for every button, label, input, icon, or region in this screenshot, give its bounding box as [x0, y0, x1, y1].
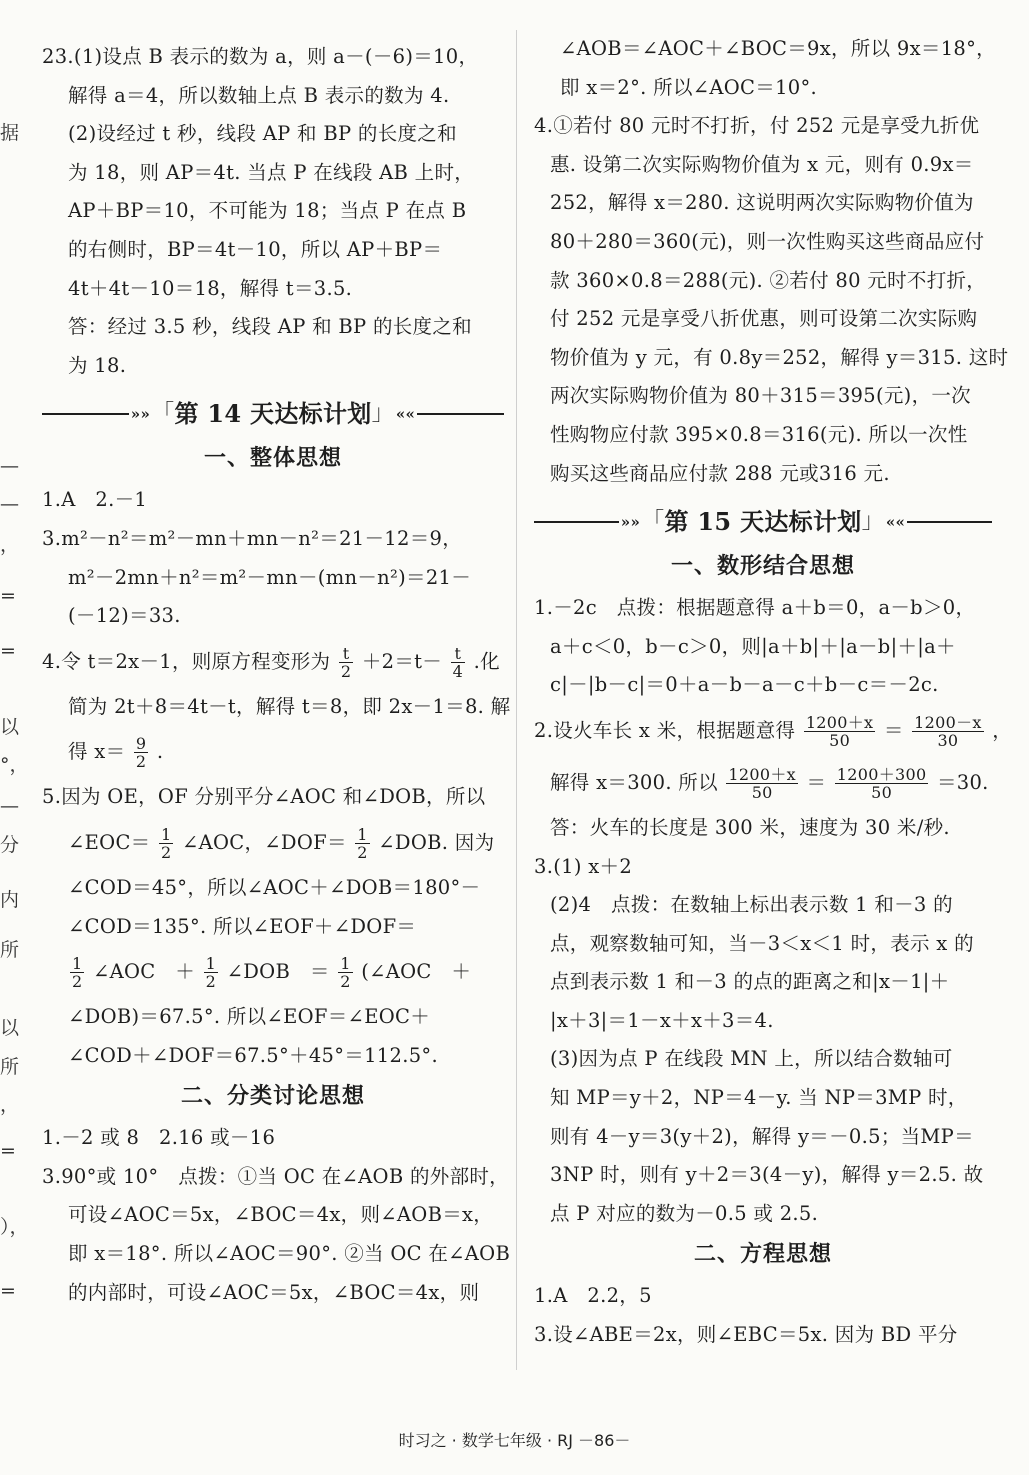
text-span: ∠AOC ＋ — [92, 960, 196, 984]
answer-2-train — [534, 705, 1013, 848]
text-line: m²－2mn＋n²＝m²－mn－(mn－n²)＝21－ — [68, 565, 472, 589]
text-line: 252，解得 x＝280. 这说明两次实际购物价值为 — [550, 191, 974, 215]
text-span: ＋2＝t－ — [361, 649, 443, 673]
denominator: 50 — [871, 782, 893, 802]
text-line: 点 P 对应的数为－0.5 或 2.5. — [550, 1201, 819, 1225]
answer-4 — [42, 636, 511, 779]
text-line: 款 360×0.8＝288(元). ②若付 80 元时不打折， — [550, 268, 987, 292]
numerator: 9 — [135, 734, 147, 754]
fraction — [159, 826, 173, 861]
edge-char: = — [0, 1140, 16, 1162]
text-span: ， — [992, 718, 1013, 742]
text-span: ＝ — [806, 770, 827, 794]
banner-rule — [417, 413, 504, 415]
edge-char: 所 — [0, 1056, 20, 1078]
answer-3-distance — [534, 848, 992, 1234]
text-line: 为 18，则 AP＝4t. 当点 P 在线段 AB 上时， — [68, 160, 475, 184]
text-line: 3.设∠ABE＝2x，则∠EBC＝5x. 因为 BD 平分 — [534, 1323, 958, 1347]
numerator: 1200＋x — [728, 764, 796, 784]
section-heading: 一、整体思想 — [203, 446, 342, 472]
text-line: (－12)＝33. — [68, 604, 181, 628]
text-line: 则有 4－y＝3(y＋2)，解得 y＝－0.5；当MP＝ — [550, 1124, 974, 1148]
edge-char: 内 — [0, 889, 20, 911]
banner-rule — [534, 521, 619, 523]
answer-5 — [42, 778, 504, 1075]
text-line — [42, 636, 504, 688]
text-line: 即 x＝2°. 所以∠AOC＝10°. — [560, 75, 818, 99]
fraction — [204, 955, 218, 990]
text-line — [42, 726, 504, 778]
text-line: (2)设经过 t 秒，线段 AP 和 BP 的长度之和 — [68, 122, 457, 146]
text-line: 80＋280＝360(元)，则一次性购买这些商品应付 — [550, 229, 985, 253]
text-line: 物价值为 y 元，有 0.8y＝252，解得 y＝315. 这时 — [550, 345, 1009, 369]
denominator: 2 — [340, 661, 352, 681]
text-span: ∠DOB ＝ — [226, 960, 330, 984]
section-heading: 二、分类讨论思想 — [180, 1084, 365, 1110]
fraction — [835, 766, 929, 801]
day-15-banner — [534, 499, 992, 545]
text-line: 知 MP＝y＋2，NP＝4－y. 当 NP＝3MP 时， — [550, 1086, 968, 1110]
text-span: ∠AOC，∠DOF＝ — [181, 830, 347, 854]
text-line: 两次实际购物价值为 80＋315＝395(元)，一次 — [550, 384, 971, 408]
text-line: 23.(1)设点 B 表示的数为 a，则 a－(－6)＝10， — [42, 45, 479, 68]
fraction — [339, 645, 353, 680]
answer-4-shopping — [534, 107, 1009, 493]
text-line: AP＋BP＝10，不可能为 18；当点 P 在点 B — [68, 199, 467, 223]
edge-char: 以 — [0, 1017, 20, 1039]
numerator: t — [451, 645, 465, 663]
text-span: . — [156, 740, 164, 764]
text-line: |x＋3|＝1－x＋x＋3＝4. — [550, 1008, 774, 1032]
answer-23 — [42, 38, 504, 385]
text-span: 解得 x＝300. 所以 — [550, 770, 718, 794]
edge-char: = — [0, 1280, 16, 1302]
fraction — [134, 735, 148, 770]
fraction — [338, 955, 352, 990]
numerator: 1200－x — [914, 712, 982, 732]
bracket-left-icon: 「 — [152, 401, 175, 427]
denominator: 2 — [357, 842, 368, 862]
denominator: 2 — [205, 972, 217, 992]
edge-char: ）， — [0, 1216, 29, 1238]
denominator: 50 — [751, 782, 773, 802]
text-line: ∠COD＝135°. 所以∠EOF＋∠DOF＝ — [68, 914, 417, 938]
text-line: 可设∠AOC＝5x，∠BOC＝4x，则∠AOB＝x， — [68, 1203, 494, 1227]
text-line — [534, 705, 1013, 757]
numerator: 1 — [340, 954, 351, 974]
text-span: ＝30. — [936, 770, 989, 794]
text-line: 付 252 元是享受八折优惠，则可设第二次实际购 — [550, 307, 978, 331]
fraction — [355, 826, 369, 861]
text-line: 点，观察数轴可知，当－3＜x＜1 时，表示 x 的 — [550, 931, 974, 955]
edge-char: ， — [0, 534, 20, 556]
text-line: 5.因为 OE，OF 分别平分∠AOC 和∠DOB，所以 — [42, 785, 486, 809]
text-span: ∠DOB. 因为 — [378, 830, 495, 854]
text-span: 4.令 t＝2x－1，则原方程变形为 — [42, 649, 331, 673]
text-line: 4.①若付 80 元时不打折，付 252 元是享受九折优 — [534, 114, 980, 138]
text-line: 3NP 时，则有 y＋2＝3(4－y)，解得 y＝2.5. 故 — [550, 1163, 984, 1187]
denominator: 30 — [937, 730, 959, 750]
text-line: 3.90°或 10° 点拨：①当 OC 在∠AOB 的外部时， — [42, 1164, 509, 1188]
arrow-left-icon: «« — [885, 512, 906, 531]
numerator: t — [339, 645, 353, 663]
text-span: 得 x＝ — [68, 740, 126, 764]
text-line: ∠COD＋∠DOF＝67.5°＋45°＝112.5°. — [68, 1043, 438, 1067]
denominator: 2 — [340, 972, 351, 992]
column-divider — [516, 30, 517, 1370]
page-edge-fragments — [0, 0, 29, 1475]
text-line: 答：经过 3.5 秒，线段 AP 和 BP 的长度之和 — [68, 315, 472, 339]
text-line: 的内部时，可设∠AOC＝5x，∠BOC＝4x，则 — [68, 1280, 480, 1304]
section-heading: 一、数形结合思想 — [670, 554, 855, 580]
numerator: 1 — [72, 954, 83, 974]
text-span: (∠AOC ＋ — [361, 960, 472, 984]
answer-3 — [42, 520, 504, 636]
denominator: 4 — [452, 661, 464, 681]
text-line: ∠COD＝45°，所以∠AOC＋∠DOB＝180°－ — [68, 875, 481, 899]
bracket-left-icon: 「 — [642, 508, 665, 534]
text-line: c|－|b－c|＝0＋a－b－a－c＋b－c＝－2c. — [550, 673, 939, 697]
banner-rule — [42, 413, 129, 415]
edge-char: 所 — [0, 939, 20, 961]
text-line: 解得 a＝4，所以数轴上点 B 表示的数为 4. — [68, 83, 450, 107]
edge-char: = — [0, 640, 16, 662]
text-line: 即 x＝18°. 所以∠AOC＝90°. ②当 OC 在∠AOB — [68, 1242, 511, 1266]
edge-char: ， — [0, 1094, 20, 1116]
text-line: 3.m²－n²＝m²－mn＋mn－n²＝21－12＝9， — [42, 526, 463, 550]
text-line: 性购物应付款 395×0.8＝316(元). 所以一次性 — [550, 422, 968, 446]
text-line: 1.－2 或 8 2.16 或－16 — [42, 1126, 276, 1150]
day-14-banner — [42, 391, 504, 437]
text-line: 3.(1) x＋2 — [534, 854, 633, 878]
section-heading: 二、方程思想 — [693, 1242, 832, 1268]
text-line: a＋c＜0，b－c＞0，则|a＋b|＋|a－b|＋|a＋ — [550, 634, 956, 658]
text-line: 4t＋4t－10＝18，解得 t＝3.5. — [68, 276, 353, 300]
fraction — [451, 645, 465, 680]
text-line: 为 18. — [68, 353, 127, 377]
numerator: 1 — [357, 824, 368, 844]
denominator: 2 — [135, 752, 147, 772]
edge-char: = — [0, 585, 16, 607]
fraction — [70, 955, 84, 990]
arrow-right-icon: »» — [620, 512, 641, 531]
fraction — [912, 714, 984, 749]
answer-3-classification — [42, 1158, 511, 1312]
arrow-left-icon: «« — [395, 405, 416, 424]
right-column — [534, 30, 1013, 1355]
fraction — [726, 766, 798, 801]
text-line: ∠DOB)＝67.5°. 所以∠EOF＝∠EOC＋ — [68, 1005, 431, 1029]
text-span: .化 — [473, 649, 500, 673]
text-span: ∠EOC＝ — [68, 830, 151, 854]
left-column — [42, 38, 511, 1312]
edge-char: °， — [0, 754, 29, 776]
text-line — [42, 817, 504, 869]
numerator: 1 — [160, 824, 172, 844]
numerator: 1200＋x — [805, 712, 874, 732]
text-line: (2)4 点拨：在数轴上标出表示数 1 和－3 的 — [550, 893, 953, 917]
edge-char: — — [0, 795, 19, 817]
fraction — [804, 714, 876, 749]
text-span: 2.设火车长 x 米，根据题意得 — [534, 718, 796, 742]
denominator: 2 — [160, 842, 172, 862]
edge-char: — — [0, 455, 19, 477]
text-line: 1.－2c 点拨：根据题意得 a＋b＝0，a－b＞0， — [534, 596, 976, 620]
edge-char: 以 — [0, 716, 20, 738]
page-footer: 时习之 · 数学七年级 · RJ －86－ — [398, 1431, 631, 1450]
text-line: 1.A 2.2，5 — [534, 1284, 652, 1308]
banner-title: 第 15 天达标计划 — [664, 506, 862, 536]
edge-char: 据 — [0, 122, 20, 144]
bracket-right-icon: 」 — [371, 401, 394, 427]
text-line — [534, 757, 992, 809]
bracket-right-icon: 」 — [861, 508, 884, 534]
text-line: 的右侧时，BP＝4t－10，所以 AP＋BP＝ — [68, 237, 443, 261]
numerator: 1 — [205, 954, 217, 974]
edge-char: 分 — [0, 834, 20, 856]
text-line: 简为 2t＋8＝4t－t，解得 t＝8，即 2x－1＝8. 解 — [68, 694, 511, 718]
banner-rule — [907, 521, 992, 523]
denominator: 2 — [72, 972, 83, 992]
text-line: 惠. 设第二次实际购物价值为 x 元，则有 0.9x＝ — [550, 152, 974, 176]
text-span: ＝ — [883, 718, 904, 742]
numerator: 1200＋300 — [836, 764, 927, 784]
text-line: 1.A 2.－1 — [42, 488, 148, 512]
text-line: (3)因为点 P 在线段 MN 上，所以结合数轴可 — [550, 1047, 953, 1071]
text-line — [42, 946, 504, 998]
text-line: 购买这些商品应付款 288 元或316 元. — [550, 461, 890, 485]
edge-char: — — [0, 493, 19, 515]
arrow-right-icon: »» — [130, 405, 151, 424]
text-line: 答：火车的长度是 300 米，速度为 30 米/秒. — [550, 815, 950, 839]
banner-title: 第 14 天达标计划 — [174, 399, 372, 429]
answer-1-numberline — [534, 589, 992, 705]
denominator: 50 — [829, 730, 851, 750]
text-line: 点到表示数 1 和－3 的点的距离之和|x－1|＋ — [550, 970, 950, 994]
text-line: ∠AOB＝∠AOC＋∠BOC＝9x，所以 9x＝18°， — [560, 37, 996, 60]
